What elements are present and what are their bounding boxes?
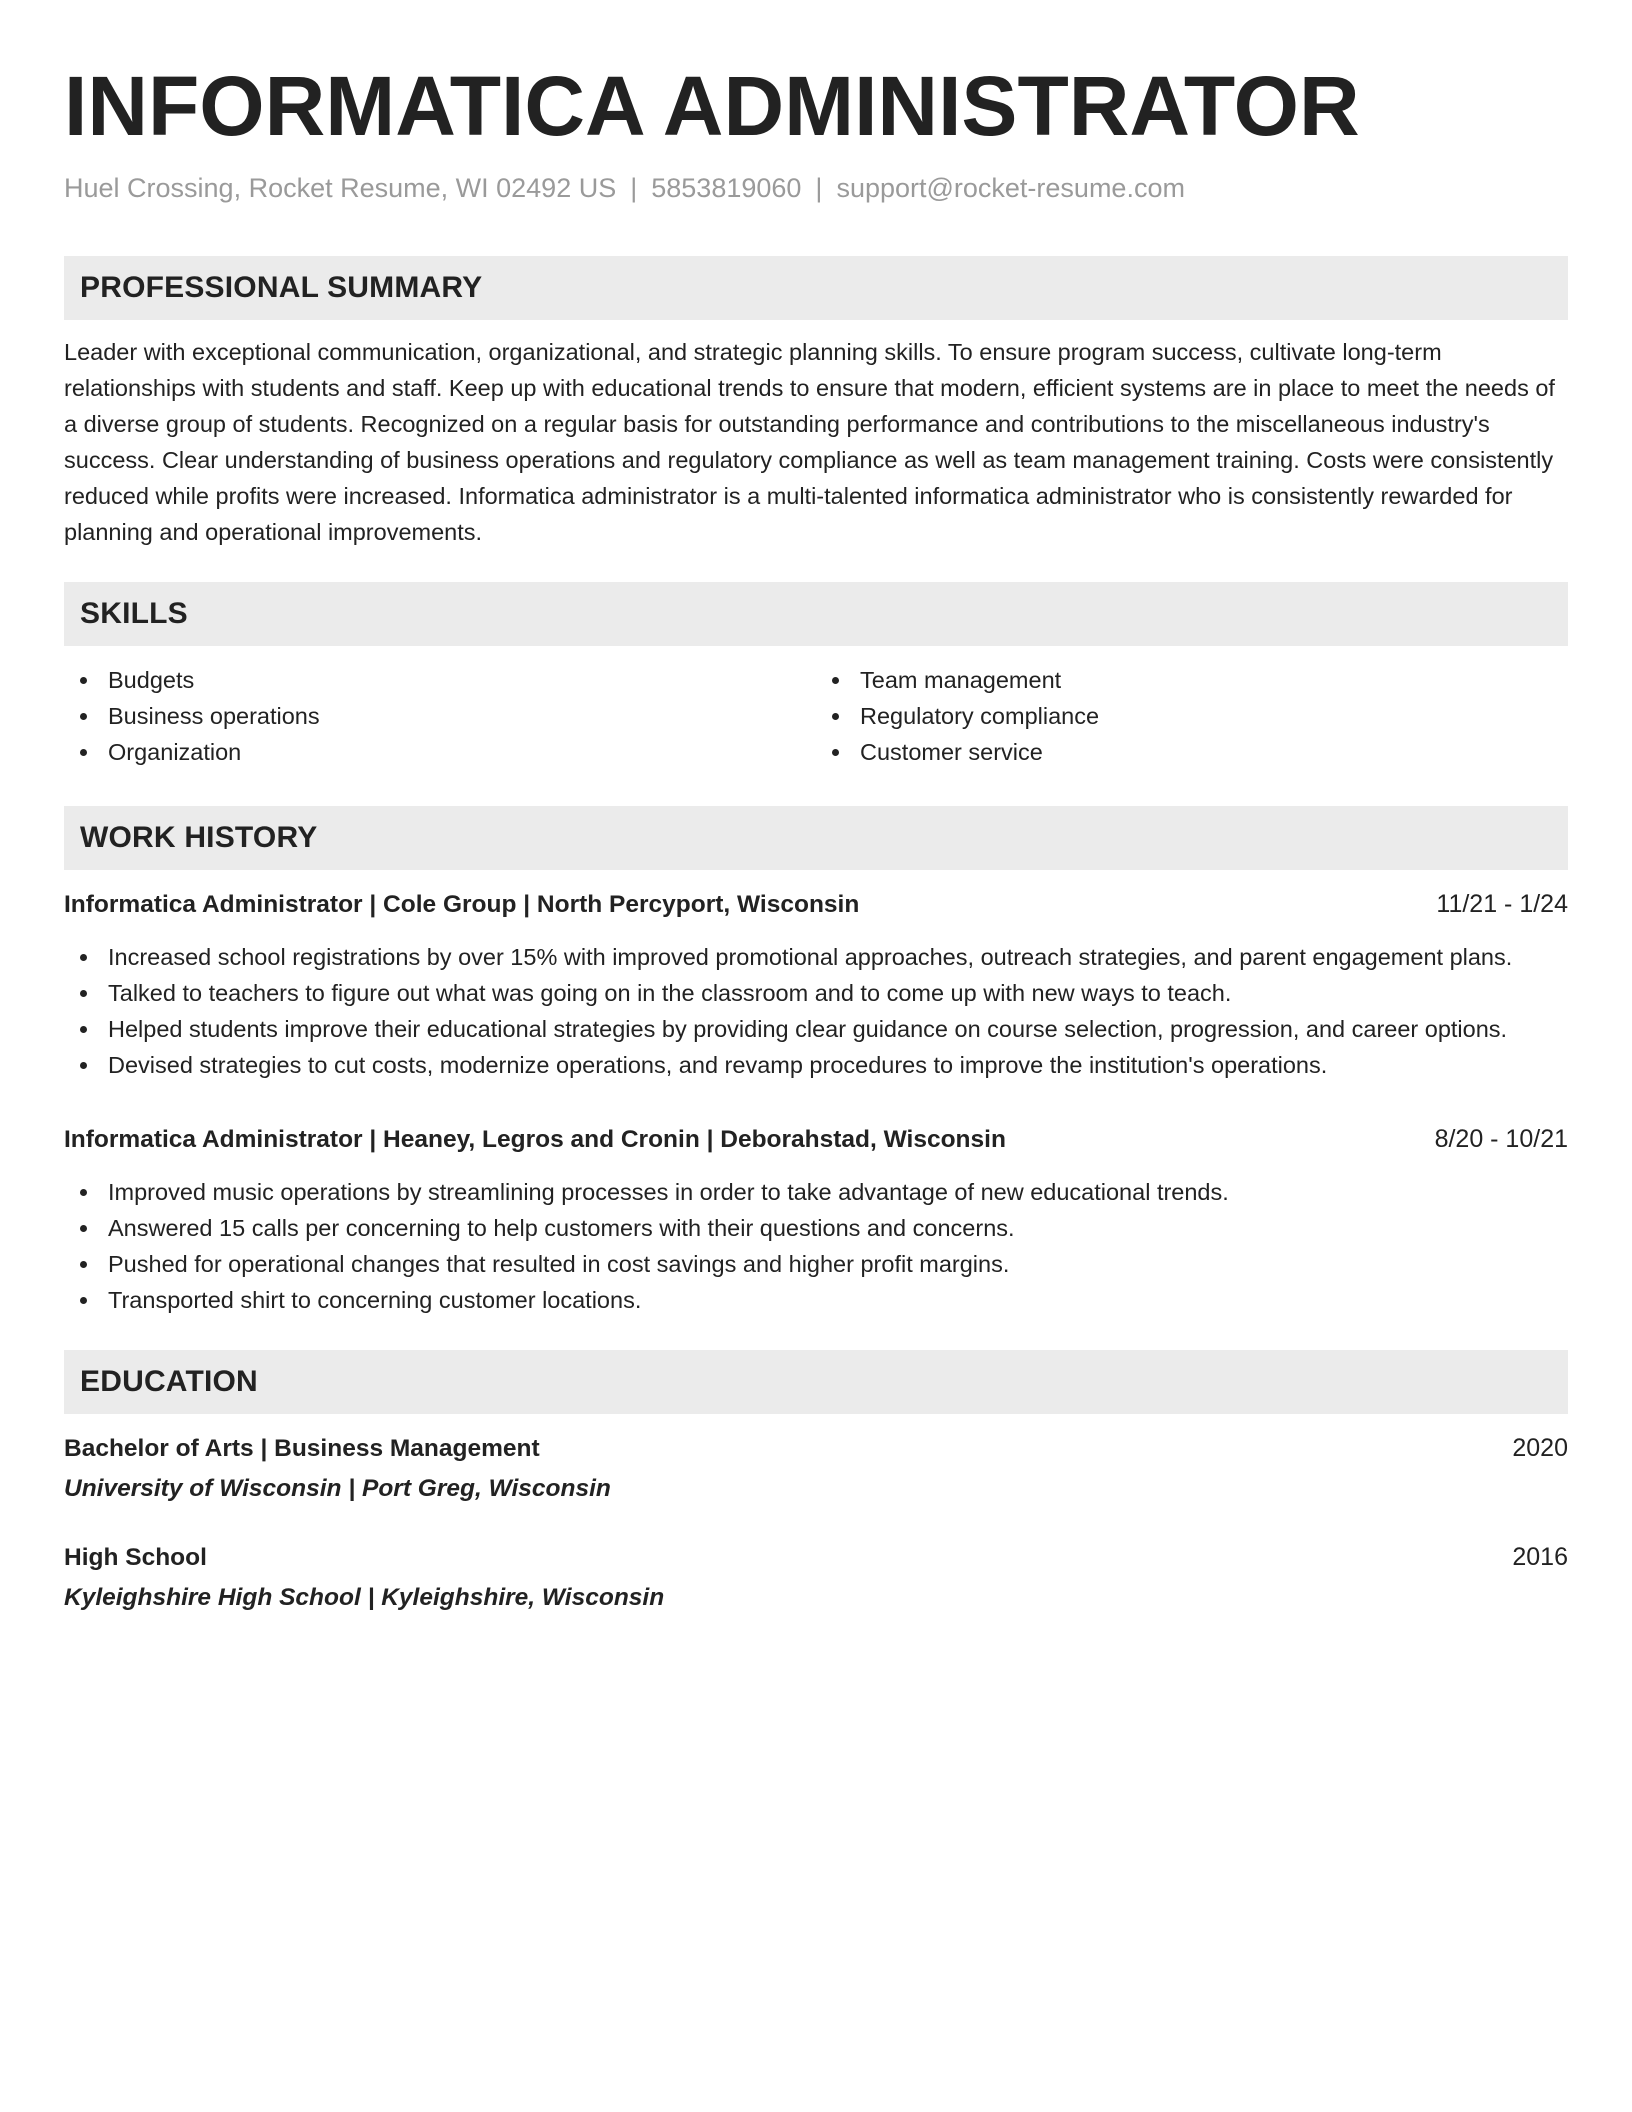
job-bullet: Devised strategies to cut costs, modernize operations, and revamp procedures to improve the institution's operations. [64,1047,1568,1083]
job-header [64,886,1568,923]
skill-item: Business operations [64,698,816,734]
job-title: Informatica Administrator | Heaney, Legros and Cronin | Deborahstad, Wisconsin [64,1126,1006,1153]
skill-item: Team management [816,662,1568,698]
skills-column-left [64,662,816,770]
skills-list [64,662,1568,770]
education-degree: High School [64,1544,207,1571]
job-bullet: Answered 15 calls per concerning to help customers with their questions and concerns. [64,1210,1568,1246]
job-entry [64,1121,1568,1318]
education-header [64,1430,1568,1467]
skill-item: Customer service [816,734,1568,770]
job-bullet: Transported shirt to concerning customer locations. [64,1282,1568,1318]
job-dates: 11/21 - 1/24 [1436,890,1568,918]
job-title: Informatica Administrator | Cole Group | North Percyport, Wisconsin [64,891,860,918]
education-year: 2016 [1512,1543,1568,1571]
job-bullet: Helped students improve their educational strategies by providing clear guidance on course selection, progression, and career options. [64,1011,1568,1047]
candidate-name: INFORMATICA ADMINISTRATOR [64,59,1360,153]
skills-column-right [816,662,1568,770]
skill-item: Regulatory compliance [816,698,1568,734]
contact-address: Huel Crossing, Rocket Resume, WI 02492 US [64,173,617,203]
job-dates: 8/20 - 10/21 [1434,1125,1568,1153]
job-header [64,1121,1568,1158]
job-entry [64,886,1568,1083]
contact-separator: | [630,173,638,203]
skill-item: Organization [64,734,816,770]
section-heading-work-history: WORK HISTORY [64,806,1568,870]
education-school: Kyleighshire High School | Kyleighshire, Wisconsin [64,1584,665,1611]
skill-item: Budgets [64,662,816,698]
job-bullets [64,939,1568,1083]
education-degree: Bachelor of Arts | Business Management [64,1435,540,1462]
summary-text: Leader with exceptional communication, organizational, and strategic planning skills. To ensure program success, cultivate long-term relationships with students and staff. Keep up with educational trends to ensure that modern, efficient systems are in place to meet the needs of a diverse group of students. Recognized on a regular basis for outstanding performance and contributions to the miscellaneous industry's success. Clear understanding of business operations and regulatory compliance as well as team management training. Costs were consistently reduced while profits were increased. Informatica administrator is a multi-talented informatica administrator who is consistently rewarded for planning and operational improvements. [64,339,1555,545]
contact-phone: 5853819060 [651,173,802,203]
education-header [64,1539,1568,1576]
job-bullets [64,1174,1568,1318]
education-entry [64,1430,1568,1507]
education-school: University of Wisconsin | Port Greg, Wisconsin [64,1475,611,1502]
section-heading-education: EDUCATION [64,1350,1568,1414]
job-bullet: Pushed for operational changes that resulted in cost savings and higher profit margins. [64,1246,1568,1282]
section-heading-summary: PROFESSIONAL SUMMARY [64,256,1568,320]
job-bullet: Improved music operations by streamlining processes in order to take advantage of new educational trends. [64,1174,1568,1210]
job-bullet: Increased school registrations by over 15% with improved promotional approaches, outreach strategies, and parent engagement plans. [64,939,1568,975]
education-year: 2020 [1512,1434,1568,1462]
contact-email: support@rocket-resume.com [836,173,1185,203]
contact-separator: | [815,173,823,203]
job-bullet: Talked to teachers to figure out what was going on in the classroom and to come up with new ways to teach. [64,975,1568,1011]
education-entry [64,1539,1568,1616]
section-heading-skills: SKILLS [64,582,1568,646]
contact-line [64,170,1568,206]
